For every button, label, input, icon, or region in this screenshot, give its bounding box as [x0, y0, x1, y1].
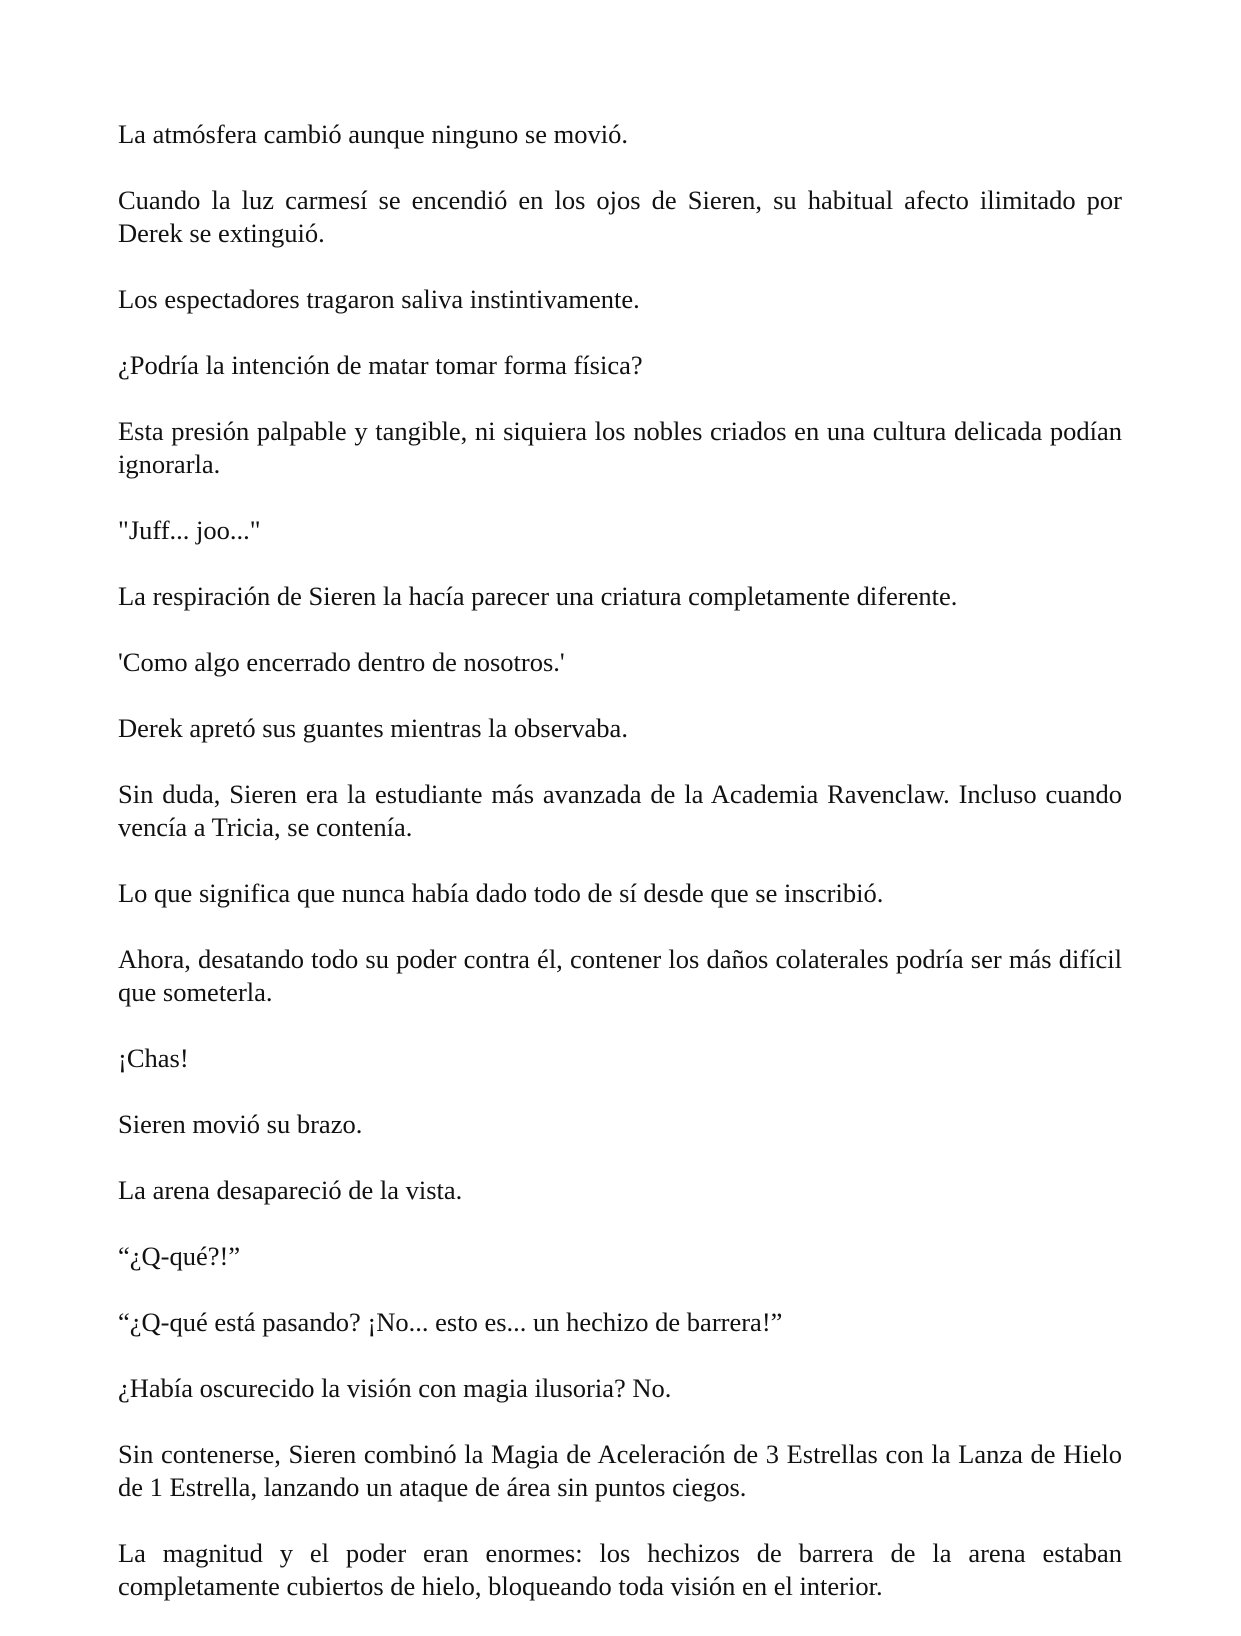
- paragraph: 'Como algo encerrado dentro de nosotros.': [118, 647, 565, 677]
- paragraph: Esta presión palpable y tangible, ni siquiera los nobles criados en una cultura delicada podían ignorarla.: [118, 416, 1122, 479]
- document-body: [118, 118, 1122, 1636]
- paragraph: La arena desapareció de la vista.: [118, 1175, 463, 1205]
- paragraph: Lo que significa que nunca había dado todo de sí desde que se inscribió.: [118, 878, 884, 908]
- paragraph: “¿Q-qué está pasando? ¡No... esto es... un hechizo de barrera!”: [118, 1307, 783, 1337]
- paragraph: ¿Podría la intención de matar tomar forma física?: [118, 350, 643, 380]
- paragraph: La magnitud y el poder eran enormes: los hechizos de barrera de la arena estaban completamente cubiertos de hielo, bloqueando toda visión en el interior.: [118, 1538, 1122, 1601]
- paragraph: La respiración de Sieren la hacía parecer una criatura completamente diferente.: [118, 581, 958, 611]
- paragraph: "Juff... joo...": [118, 515, 261, 545]
- paragraph: Cuando la luz carmesí se encendió en los ojos de Sieren, su habitual afecto ilimitado por Derek se extinguió.: [118, 185, 1122, 248]
- paragraph: “¿Q-qué?!”: [118, 1241, 241, 1271]
- paragraph: La atmósfera cambió aunque ninguno se movió.: [118, 119, 628, 149]
- paragraph: Sin contenerse, Sieren combinó la Magia de Aceleración de 3 Estrellas con la Lanza de Hielo de 1 Estrella, lanzando un ataque de área sin puntos ciegos.: [118, 1439, 1122, 1502]
- paragraph: Los espectadores tragaron saliva instintivamente.: [118, 284, 640, 314]
- paragraph: Derek apretó sus guantes mientras la observaba.: [118, 713, 628, 743]
- paragraph: Sieren movió su brazo.: [118, 1109, 363, 1139]
- paragraph: Sin duda, Sieren era la estudiante más avanzada de la Academia Ravenclaw. Incluso cuando vencía a Tricia, se contenía.: [118, 779, 1122, 842]
- paragraph: ¡Chas!: [118, 1043, 189, 1073]
- paragraph: ¿Había oscurecido la visión con magia ilusoria? No.: [118, 1373, 672, 1403]
- paragraph: Ahora, desatando todo su poder contra él, contener los daños colaterales podría ser más difícil que someterla.: [118, 944, 1122, 1007]
